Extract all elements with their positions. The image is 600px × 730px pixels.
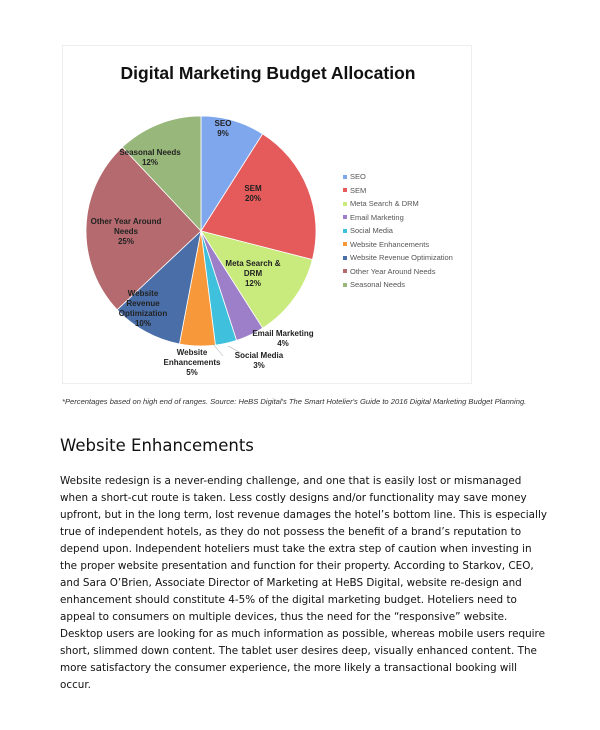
legend-item xyxy=(343,197,453,211)
legend-item xyxy=(343,251,453,265)
legend-label: Seasonal Needs xyxy=(350,280,406,290)
legend-label: Meta Search & DRM xyxy=(350,199,419,209)
section-paragraph: Website redesign is a never-ending challenge, and one that is easily lost or mismanaged when a short-cut route is taken. Less costly designs and/or functionality may save money upfront, but in the long term, lost revenue damages the hotel’s bottom line. This is especially true of independent hotels, as they do not possess the benefit of a brand’s reputation to depend upon. Independent hoteliers must take the extra step of caution when investing in the proper website presentation and function for their property. According to Starkov, CEO, and Sara O’Brien, Associate Director of Marketing at HeBS Digital, website re-design and enhancement should constitute 4-5% of the digital marketing budget. Hoteliers need to appeal to consumers on multiple devices, thus the need for the “responsive” website. Desktop users are looking for as much information as possible, whereas mobile users require short, slimmed down content. The tablet user desires deep, visually enhanced content. The more satisfactory the consumer experience, the more likely a transactional booking will occur. xyxy=(60,475,547,691)
legend-swatch xyxy=(343,256,347,260)
legend-item xyxy=(343,224,453,238)
data-label: Social Media 3% xyxy=(234,351,284,370)
legend-swatch xyxy=(343,229,347,233)
data-label: Website Enhancements 5% xyxy=(163,348,221,377)
data-label: Website Revenue Optimization 10% xyxy=(118,289,168,328)
legend-label: Email Marketing xyxy=(350,212,404,222)
legend-item xyxy=(343,184,453,198)
legend-item xyxy=(343,211,453,225)
legend-label: Website Enhancements xyxy=(350,239,430,249)
pie-chart xyxy=(62,45,472,384)
legend-swatch xyxy=(343,215,347,219)
chart-caption: *Percentages based on high end of ranges. Source: HeBS Digital's The Smart Hotelier's Guide to 2016 Digital Marketing Budget Planning. xyxy=(62,397,527,406)
leader-line xyxy=(213,344,223,356)
data-label: Other Year Around Needs 25% xyxy=(90,217,162,246)
legend-item xyxy=(343,265,453,279)
legend-label: SEO xyxy=(350,172,366,182)
chart-legend xyxy=(343,170,453,292)
data-label: Meta Search & DRM 12% xyxy=(225,259,281,288)
legend-label: Social Media xyxy=(350,226,393,236)
legend-label: Other Year Around Needs xyxy=(350,266,436,276)
legend-swatch xyxy=(343,242,347,246)
data-label: SEM 20% xyxy=(244,184,262,203)
legend-label: Website Revenue Optimization xyxy=(350,253,453,263)
legend-swatch xyxy=(343,269,347,273)
legend-swatch xyxy=(343,283,347,287)
legend-item xyxy=(343,238,453,252)
legend-swatch xyxy=(343,202,347,206)
legend-swatch xyxy=(343,188,347,192)
legend-swatch xyxy=(343,175,347,179)
chart-title: Digital Marketing Budget Allocation xyxy=(120,63,416,83)
legend-label: SEM xyxy=(350,185,367,195)
legend-item xyxy=(343,278,453,292)
data-label: Email Marketing 4% xyxy=(252,329,314,348)
legend-item xyxy=(343,170,453,184)
data-label: SEO 9% xyxy=(214,119,232,138)
section-heading: Website Enhancements xyxy=(60,436,254,455)
data-label: Seasonal Needs 12% xyxy=(119,148,181,167)
